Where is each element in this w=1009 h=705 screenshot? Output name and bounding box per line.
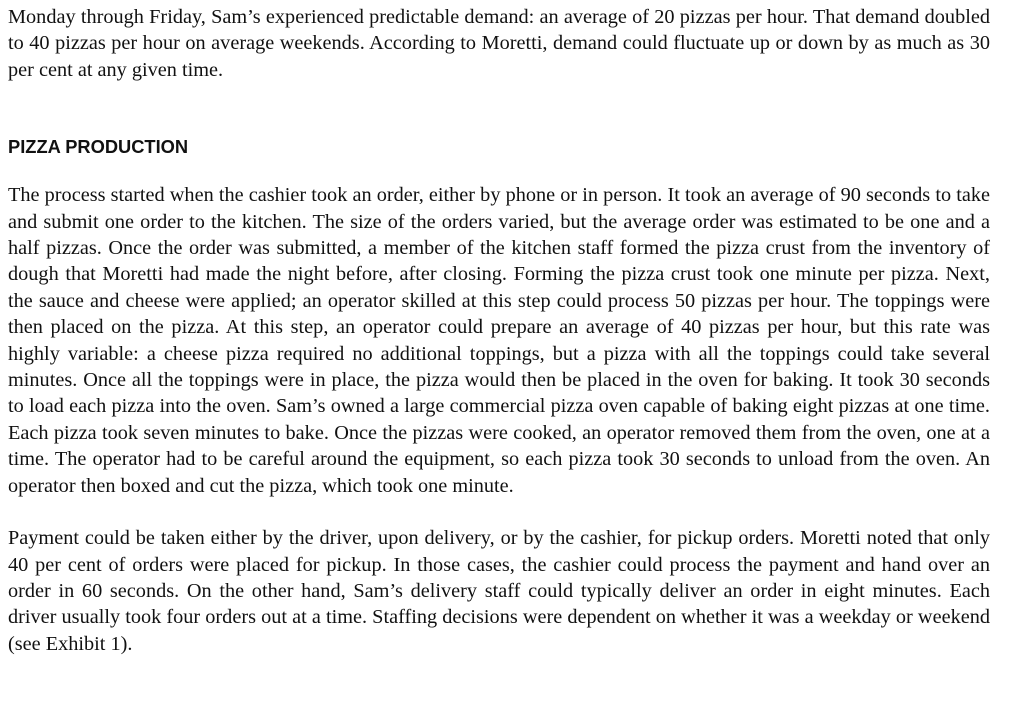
intro-paragraph: Monday through Friday, Sam’s experienced predictable demand: an average of 20 pizzas per hour. That demand doubled to 40 pizzas per hour on average weekends. According to Moretti, demand could fluctuate up or down by as much as 30 per cent at any given time.: [8, 6, 990, 81]
section-heading: PIZZA PRODUCTION: [8, 136, 189, 158]
document-page: [8, 4, 990, 657]
payment-paragraph: Payment could be taken either by the driver, upon delivery, or by the cashier, for pickup orders. Moretti noted that only 40 per cent of orders were placed for pickup. In those cases, the cashier could process the payment and hand over an order in 60 seconds. On the other hand, Sam’s delivery staff could typically deliver an order in eight minutes. Each driver usually took four orders out at a time. Staffing decisions were dependent on whether it was a weekday or weekend (see Exhibit 1).: [8, 527, 990, 655]
process-paragraph: The process started when the cashier took an order, either by phone or in person. It took an average of 90 seconds to take and submit one order to the kitchen. The size of the orders varied, but the average order was estimated to be one and a half pizzas. Once the order was submitted, a member of the kitchen staff formed the pizza crust from the inventory of dough that Moretti had made the night before, after closing. Forming the pizza crust took one minute per pizza. Next, the sauce and cheese were applied; an operator skilled at this step could process 50 pizzas per hour. The toppings were then placed on the pizza. At this step, an operator could prepare an average of 40 pizzas per hour, but this rate was highly variable: a cheese pizza required no additional toppings, but a pizza with all the toppings could take several minutes. Once all the toppings were in place, the pizza would then be placed in the oven for baking. It took 30 seconds to load each pizza into the oven. Sam’s owned a large commercial pizza oven capable of baking eight pizzas at one time. Each pizza took seven minutes to bake. Once the pizzas were cooked, an operator removed them from the oven, one at a time. The operator had to be careful around the equipment, so each pizza took 30 seconds to unload from the oven. An operator then boxed and cut the pizza, which took one minute.: [8, 184, 990, 497]
